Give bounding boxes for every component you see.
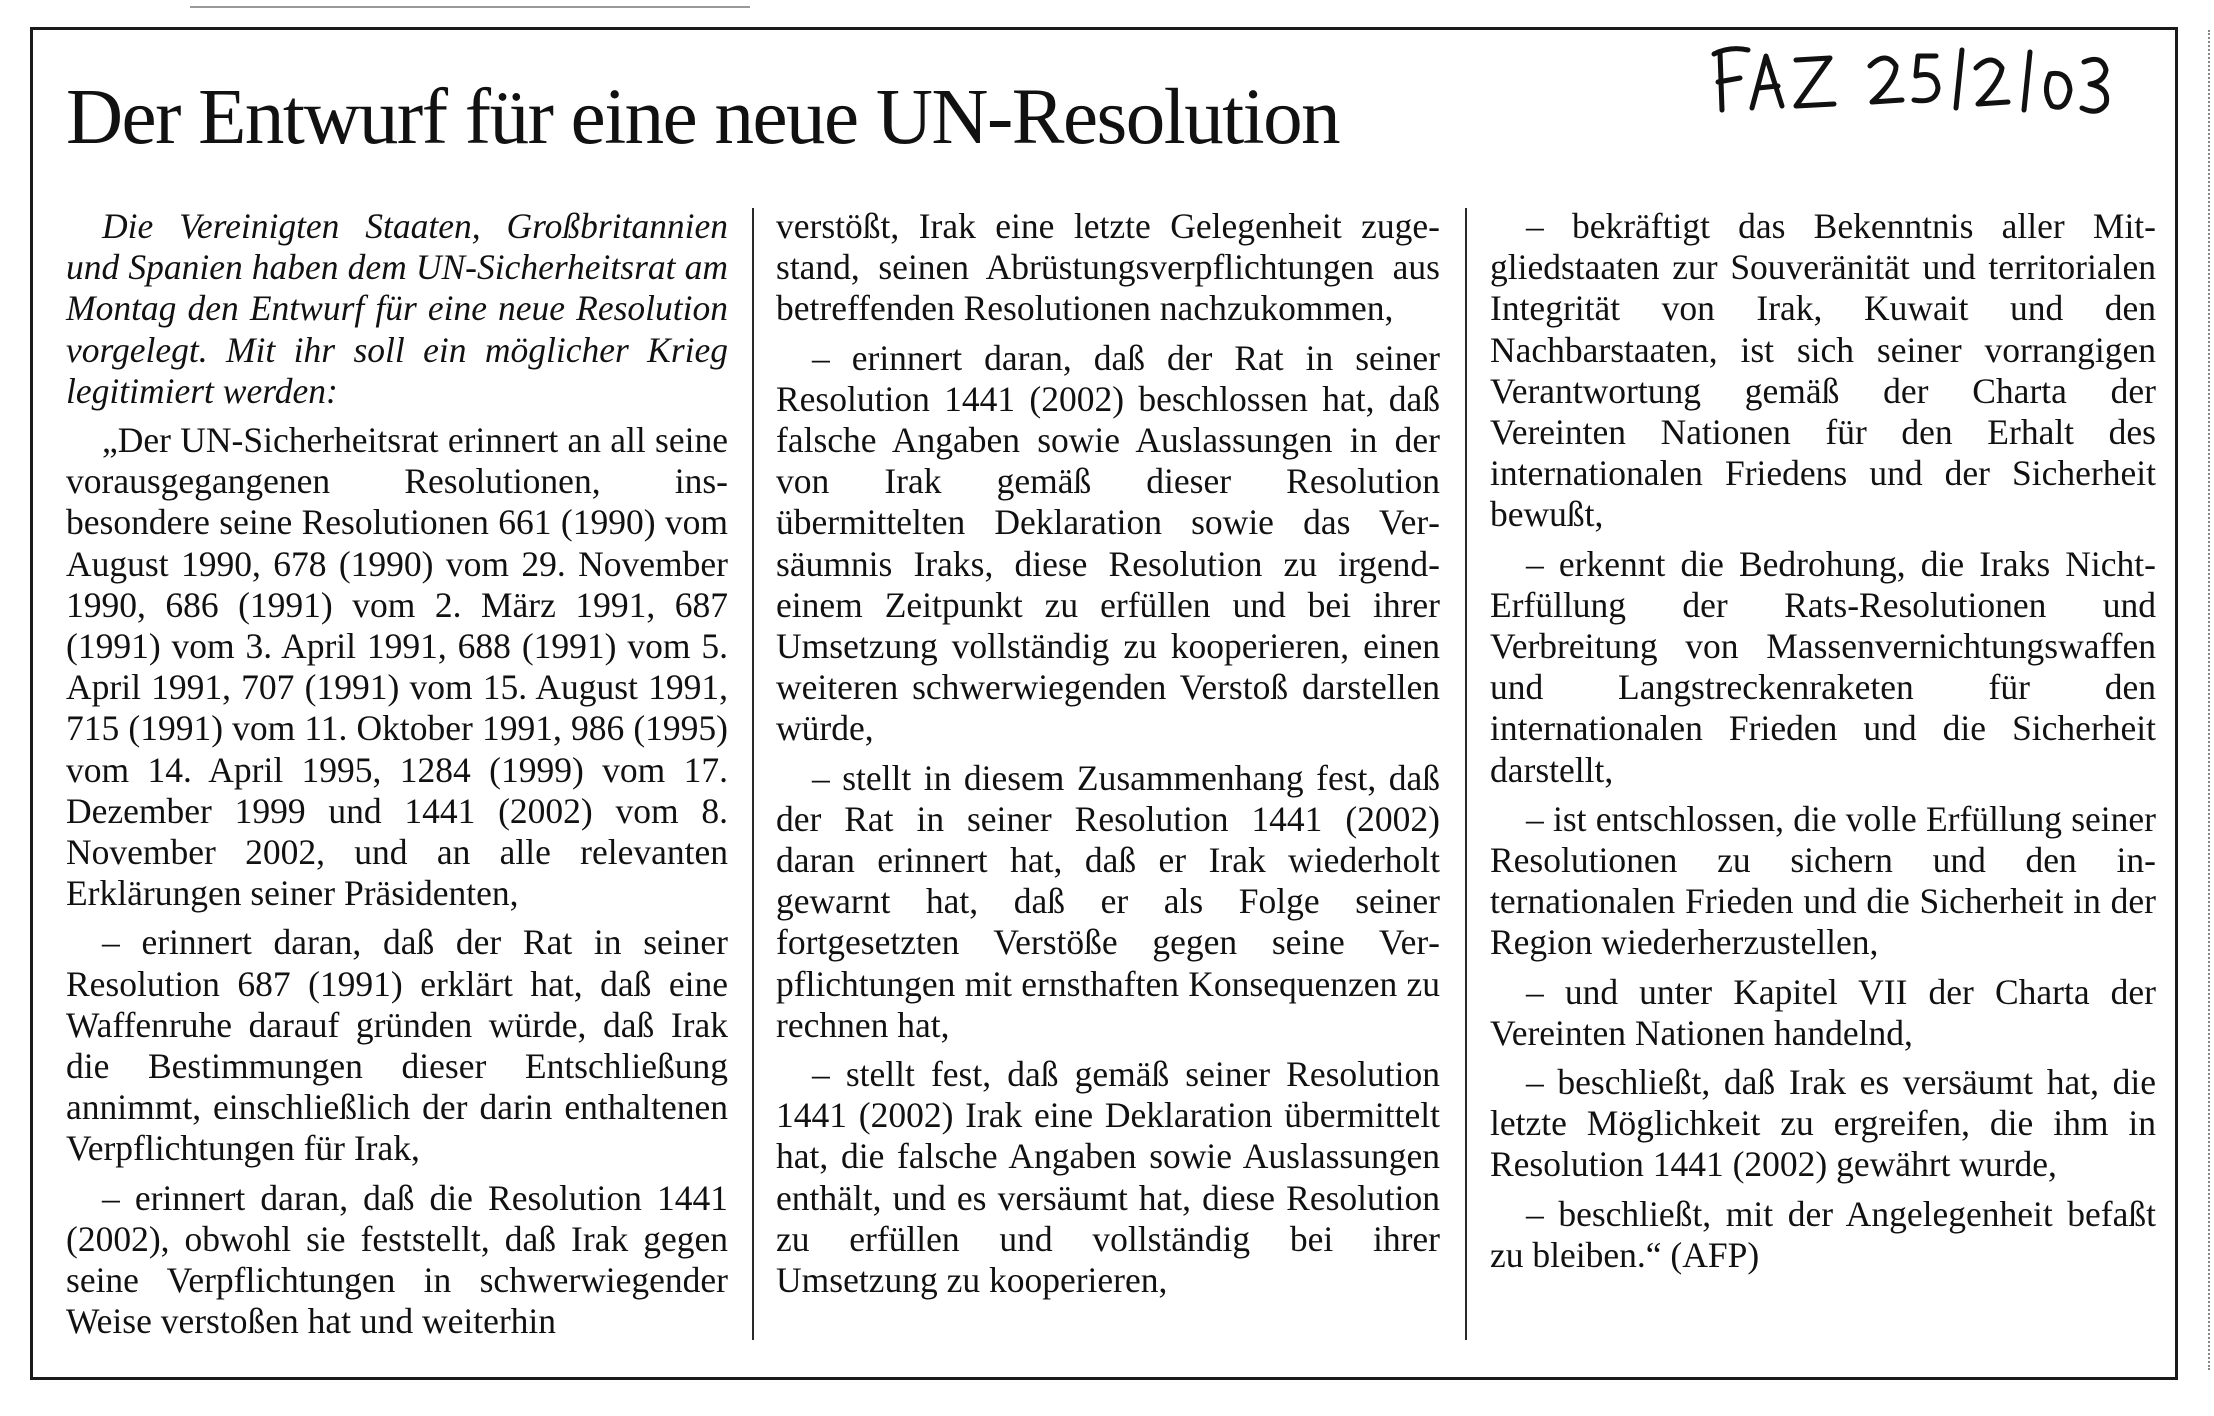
article-column-1 <box>66 206 728 1350</box>
article-paragraph: „Der UN-Sicherheitsrat erinnert an all seine vorausgegangenen Resolutionen, insbesondere seine Resolutionen 661 (1990) vom August 1990, 678 (1990) vom 29. November 1990, 686 (1991) vom 2. März 1991, 687 (1991) vom 3. April 1991, 688 (1991) vom 5. April 1991, 707 (1991) vom 15. August 1991, 715 (1991) vom 11. Oktober 1991, 986 (1995) vom 14. April 1995, 1284 (1999) vom 17. Dezember 1999 und 1441 (2002) vom 8. November 2002, und an alle relevanten Erklärungen seiner Präsidenten, <box>66 420 728 914</box>
right-edge-rule <box>2208 30 2210 1370</box>
top-edge-rule <box>190 6 750 8</box>
article-paragraph: – erinnert daran, daß die Resolution 1441 (2002), obwohl sie feststellt, daß Irak gegen seine Verpflichtungen in schwerwiegender Weise verstoßen hat und weiterhin <box>66 1177 728 1342</box>
article-paragraph-continued: verstößt, Irak eine letzte Gelegenheit zugestand, seinen Abrüstungsverpflichtungen aus betreffenden Resolutionen nachzukommen, <box>776 206 1440 329</box>
handwritten-date-note <box>1700 32 2120 122</box>
article-paragraph: – stellt fest, daß gemäß seiner Resolution 1441 (2002) Irak eine Deklaration übermittelt hat, die falsche Angaben sowie Auslassungen enthält, und es versäumt hat, diese Resolution zu erfüllen und vollständig bei ihrer Umsetzung zu kooperieren, <box>776 1054 1440 1301</box>
article-column-2 <box>776 206 1440 1309</box>
article-column-3 <box>1490 206 2156 1284</box>
article-paragraph: – beschließt, mit der Angelegenheit befaßt zu bleiben.“ (AFP) <box>1490 1193 2156 1275</box>
article-paragraph: – erkennt die Bedrohung, die Iraks Nicht-Erfüllung der Rats-Resolutionen und Verbreitung von Massenvernichtungswaffen und Langstreckenraketen für den internationalen Frieden und die Sicherheit darstellt, <box>1490 543 2156 790</box>
article-paragraph: – erinnert daran, daß der Rat in seiner Resolution 687 (1991) erklärt hat, daß eine Waffenruhe darauf gründen würde, daß Irak die Bestimmungen dieser Entschließung annimmt, einschließlich der darin enthaltenen Verpflichtungen für Irak, <box>66 922 728 1169</box>
article-paragraph: – ist entschlossen, die volle Erfüllung seiner Resolutionen zu sichern und den internationalen Frieden und die Sicherheit in der Region wiederherzustellen, <box>1490 798 2156 963</box>
article-paragraph: – und unter Kapitel VII der Charta der Vereinten Nationen handelnd, <box>1490 971 2156 1053</box>
column-divider-1 <box>752 208 754 1340</box>
article-intro-paragraph: Die Vereinigten Staaten, Großbritannien und Spanien haben dem UN-Sicherheitsrat am Montag den Entwurf für eine neue Resolution vorgelegt. Mit ihr soll ein möglicher Krieg legitimiert werden: <box>66 206 728 411</box>
article-paragraph: – bekräftigt das Bekenntnis aller Mitgliedstaaten zur Souveränität und territorialen Integrität von Irak, Kuwait und den Nachbarstaaten, ist sich seiner vorrangigen Verantwortung gemäß der Charta der Vereinten Nationen für den Erhalt des internationalen Friedens und der Sicherheit bewußt, <box>1490 206 2156 535</box>
article-headline: Der Entwurf für eine neue UN-Resolution <box>66 74 1340 161</box>
column-divider-2 <box>1465 208 1467 1340</box>
article-paragraph: – beschließt, daß Irak es versäumt hat, die letzte Möglichkeit zu ergreifen, die ihm in Resolution 1441 (2002) gewährt wurde, <box>1490 1062 2156 1185</box>
article-paragraph: – erinnert daran, daß der Rat in seiner Resolution 1441 (2002) beschlossen hat, daß falsche Angaben sowie Auslassungen in der von Irak gemäß dieser Resolution übermittelten Deklaration sowie das Versäumnis Iraks, diese Resolution zu irgendeinem Zeitpunkt zu erfüllen und bei ihrer Umsetzung vollständig zu kooperieren, einen weiteren schwerwiegenden Verstoß darstellen würde, <box>776 337 1440 749</box>
article-paragraph: – stellt in diesem Zusammenhang fest, daß der Rat in seiner Resolution 1441 (2002) daran erinnert hat, daß er Irak wiederholt gewarnt hat, daß er als Folge seiner fortgesetzten Verstöße gegen seine Verpflichtungen mit ernsthaften Konsequenzen zu rechnen hat, <box>776 757 1440 1045</box>
